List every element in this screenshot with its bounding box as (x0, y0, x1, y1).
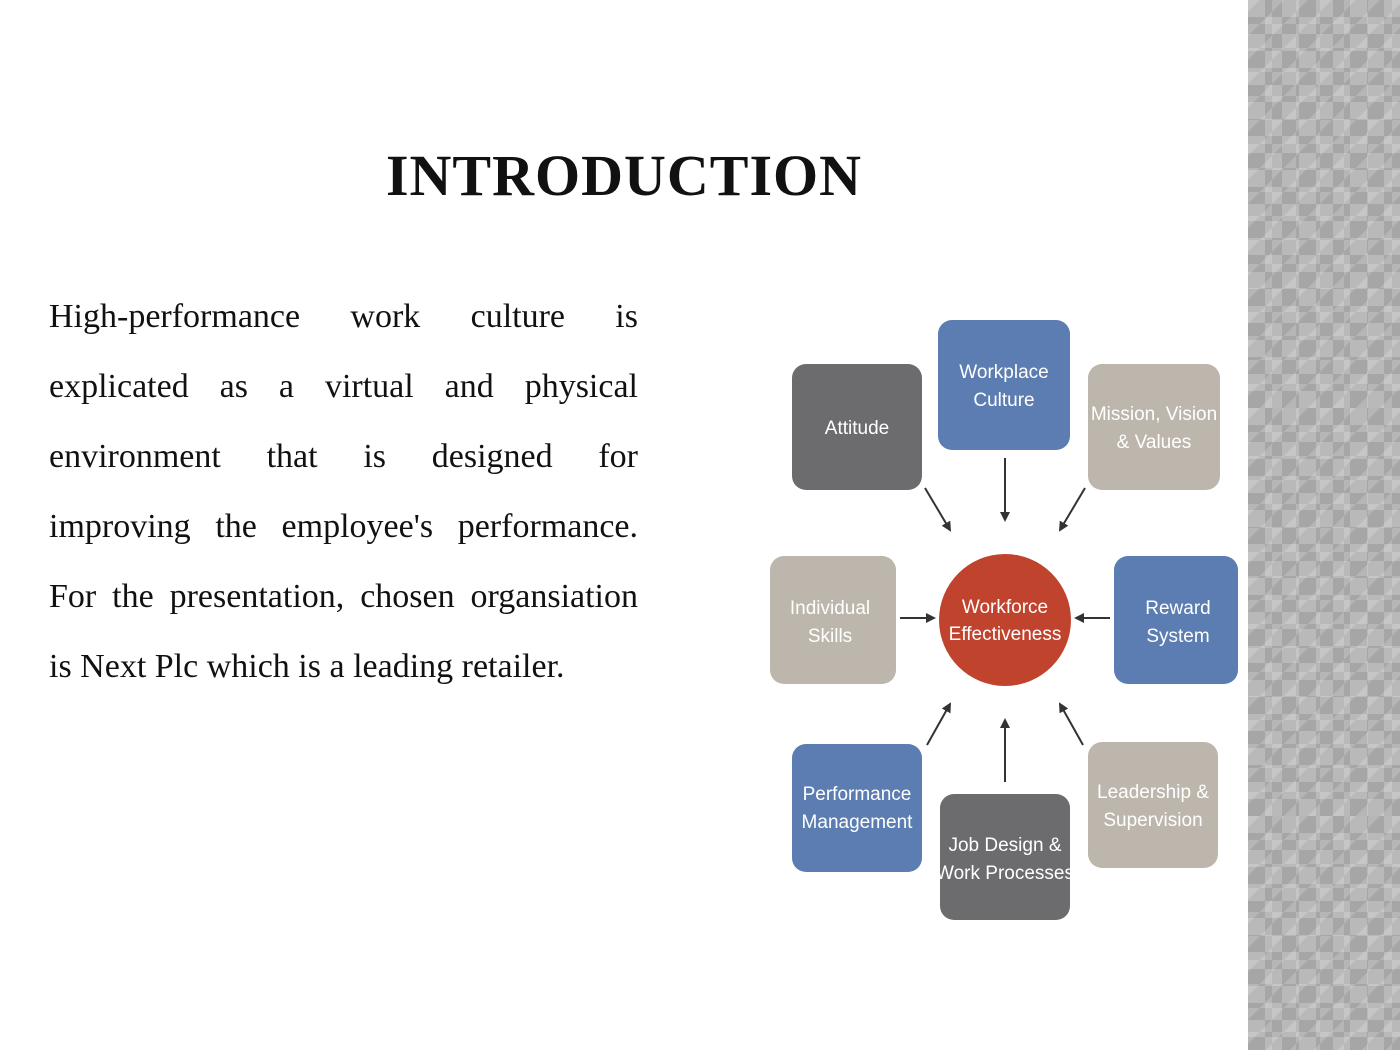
node-job-design-work-processes (936, 794, 1074, 920)
center-label-line1: Workforce (961, 597, 1049, 618)
node-label-line2: Culture (973, 390, 1035, 411)
center-node-workforce-effectiveness (939, 554, 1071, 686)
node-leadership-supervision (1088, 742, 1218, 868)
node-attitude (792, 364, 922, 490)
node-label-line1: Workplace (959, 362, 1049, 383)
side-pattern-overlay (1248, 0, 1400, 1050)
node-mission-vision-values (1088, 364, 1220, 490)
node-label-line1: Mission, Vision (1090, 404, 1218, 425)
node-workplace-culture (938, 320, 1070, 450)
node-label-line2: Work Processes (936, 863, 1074, 884)
node-label-line1: Leadership & (1097, 782, 1209, 803)
arrow-leadership (1060, 704, 1083, 745)
node-label-line2: & Values (1116, 432, 1192, 453)
workforce-effectiveness-diagram (770, 300, 1238, 920)
slide-body-text: High-performance work culture is explicated as a virtual and physical environment that is designed for improving the employee's performance. For the presentation, chosen organsiation is Next Plc which is a leading retailer. (49, 298, 638, 685)
node-label-line1: Individual (789, 598, 871, 619)
arrow-mission (1060, 488, 1085, 530)
arrow-attitude (925, 488, 950, 530)
node-label-line2: Supervision (1103, 810, 1203, 831)
center-label-line2: Effectiveness (948, 624, 1062, 645)
slide-title: INTRODUCTION (385, 142, 863, 208)
node-reward-system (1114, 556, 1238, 684)
node-label-line1: Reward (1145, 598, 1211, 619)
node-performance-management (792, 744, 922, 872)
node-label-line1: Job Design & (948, 835, 1062, 856)
node-individual-skills (770, 556, 896, 684)
node-label-line2: Management (801, 812, 913, 833)
arrow-performance-management (927, 704, 950, 745)
node-label-line1: Performance (802, 784, 912, 805)
node-label-line2: System (1146, 626, 1210, 647)
node-label-line1: Attitude (824, 418, 890, 439)
node-label-line2: Skills (807, 626, 853, 647)
